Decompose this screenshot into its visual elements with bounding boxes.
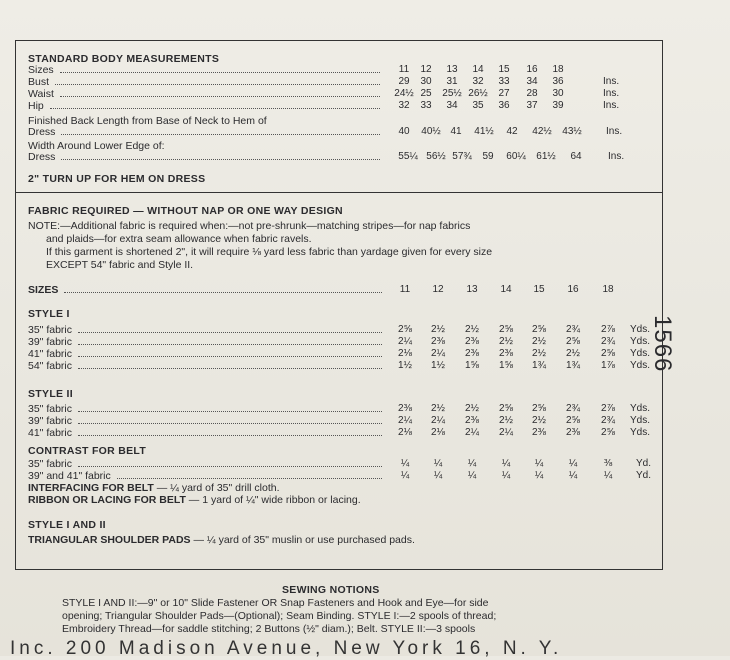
cell-value: 2½ bbox=[499, 415, 513, 426]
cell-value: 2¼ bbox=[398, 415, 412, 426]
cell-value: 34 bbox=[446, 100, 458, 111]
cell-value: 25½ bbox=[442, 88, 462, 99]
ribbon-note bbox=[28, 494, 361, 506]
cell-value: 2¼ bbox=[431, 415, 445, 426]
cell-value: 1⅝ bbox=[465, 360, 479, 371]
table-row bbox=[28, 403, 668, 415]
cell-value: ¼ bbox=[433, 458, 443, 469]
cell-value: 12 bbox=[420, 64, 432, 75]
cell-value: 2½ bbox=[465, 324, 479, 335]
pads-note bbox=[28, 534, 415, 546]
unit-label: Yds. bbox=[630, 348, 651, 359]
cell-value: 41½ bbox=[474, 126, 494, 137]
fabric-title: FABRIC REQUIRED — WITHOUT NAP OR ONE WAY DESIGN bbox=[28, 205, 343, 217]
row-label: Sizes bbox=[28, 64, 54, 76]
unit-label: Ins. bbox=[608, 151, 625, 162]
dot-leader bbox=[78, 423, 382, 424]
cell-value: 31 bbox=[446, 76, 458, 87]
cell-value: ¼ bbox=[433, 470, 443, 481]
row-label: Bust bbox=[28, 76, 50, 88]
cell-value: 18 bbox=[602, 284, 614, 295]
dot-leader bbox=[55, 84, 380, 85]
cell-value: 37 bbox=[526, 100, 538, 111]
cell-value: 2⅜ bbox=[465, 336, 479, 347]
ribbon-label: RIBBON OR LACING FOR BELT bbox=[28, 494, 186, 506]
cell-value: 2¼ bbox=[465, 427, 479, 438]
cell-value: 2⅞ bbox=[601, 403, 615, 414]
cell-value: 2¾ bbox=[566, 403, 580, 414]
row-label: 39" fabric bbox=[28, 336, 72, 348]
cell-value: 26½ bbox=[468, 88, 488, 99]
cell-value: 57¾ bbox=[452, 151, 472, 162]
dot-leader bbox=[50, 108, 380, 109]
cell-value: ¼ bbox=[603, 470, 613, 481]
contrast-title: CONTRAST FOR BELT bbox=[28, 445, 147, 457]
cell-value: ¼ bbox=[400, 458, 410, 469]
cell-value: ¼ bbox=[467, 470, 477, 481]
ribbon-text: — 1 yard of ¼" wide ribbon or lacing. bbox=[185, 494, 361, 506]
sewing-line: Embroidery Thread—for saddle stitching; 2 Buttons (½" diam.); Belt. STYLE II:—3 spools bbox=[62, 623, 476, 635]
row-label: 35" fabric bbox=[28, 403, 72, 415]
unit-label: Yds. bbox=[630, 415, 651, 426]
style1-title: STYLE I bbox=[28, 308, 70, 320]
cell-value: 2⅜ bbox=[532, 427, 546, 438]
pads-label: TRIANGULAR SHOULDER PADS bbox=[28, 534, 191, 546]
dot-leader bbox=[61, 159, 380, 160]
cell-value: 2¼ bbox=[398, 336, 412, 347]
row-label: SIZES bbox=[28, 284, 59, 296]
row-label: 39" and 41" fabric bbox=[28, 470, 111, 482]
unit-label: Yd. bbox=[636, 458, 652, 469]
row-label: 41" fabric bbox=[28, 348, 72, 360]
cell-value: 2¾ bbox=[601, 336, 615, 347]
cell-value: 56½ bbox=[426, 151, 446, 162]
cell-value: 42 bbox=[506, 126, 518, 137]
cell-value: 2⅝ bbox=[499, 403, 513, 414]
cell-value: 43½ bbox=[562, 126, 582, 137]
dot-leader bbox=[78, 466, 382, 467]
cell-value: 16 bbox=[567, 284, 579, 295]
cell-value: 2⅜ bbox=[566, 427, 580, 438]
cell-value: 11 bbox=[399, 284, 411, 295]
cell-value: ¼ bbox=[467, 458, 477, 469]
cell-value: ¼ bbox=[501, 470, 511, 481]
cell-value: 2½ bbox=[431, 403, 445, 414]
cell-value: 2½ bbox=[499, 336, 513, 347]
interfacing-label: INTERFACING FOR BELT bbox=[28, 482, 154, 494]
table-row bbox=[28, 415, 668, 427]
table-row bbox=[28, 284, 668, 296]
unit-label: Yds. bbox=[630, 403, 651, 414]
row-label: 41" fabric bbox=[28, 427, 72, 439]
unit-label: Yd. bbox=[636, 470, 652, 481]
cell-value: 16 bbox=[526, 64, 538, 75]
dot-leader bbox=[117, 478, 382, 479]
style2-title: STYLE II bbox=[28, 388, 73, 400]
cell-value: 2⅝ bbox=[499, 324, 513, 335]
cell-value: ¼ bbox=[400, 470, 410, 481]
cell-value: 12 bbox=[432, 284, 444, 295]
fabric-note-line: NOTE:—Additional fabric is required when:—not pre-shrunk—matching stripes—for nap fabrics bbox=[28, 220, 471, 232]
cell-value: 2⅜ bbox=[398, 403, 412, 414]
cell-value: 13 bbox=[446, 64, 458, 75]
row-label: 35" fabric bbox=[28, 458, 72, 470]
dot-leader bbox=[61, 134, 380, 135]
table-row bbox=[28, 76, 668, 88]
cell-value: 59 bbox=[482, 151, 494, 162]
cell-value: 2⅜ bbox=[499, 348, 513, 359]
cell-value: 60¼ bbox=[506, 151, 526, 162]
fabric-note-line: If this garment is shortened 2", it will require ⅛ yard less fabric than yardage given for every size bbox=[46, 246, 493, 258]
cell-value: 2⅝ bbox=[601, 427, 615, 438]
interfacing-text: — ¼ yard of 35" drill cloth. bbox=[153, 482, 280, 494]
cell-value: 18 bbox=[552, 64, 564, 75]
cell-value: 64 bbox=[570, 151, 582, 162]
cell-value: 15 bbox=[533, 284, 545, 295]
cell-value: 42½ bbox=[532, 126, 552, 137]
style12-title: STYLE I AND II bbox=[28, 519, 106, 531]
cell-value: 2⅝ bbox=[398, 324, 412, 335]
cell-value: 27 bbox=[498, 88, 510, 99]
cell-value: 2⅜ bbox=[465, 415, 479, 426]
back-length-label: Finished Back Length from Base of Neck to Hem of bbox=[28, 115, 267, 127]
section-divider bbox=[15, 192, 663, 193]
cell-value: 2¾ bbox=[566, 324, 580, 335]
cell-value: 15 bbox=[498, 64, 510, 75]
cell-value: 2⅝ bbox=[566, 336, 580, 347]
unit-label: Yds. bbox=[630, 427, 651, 438]
pattern-number: 1566 bbox=[649, 315, 676, 373]
dot-leader bbox=[60, 72, 380, 73]
cell-value: 14 bbox=[472, 64, 484, 75]
width-label: Width Around Lower Edge of: bbox=[28, 140, 165, 152]
cell-value: 33 bbox=[420, 100, 432, 111]
table-row bbox=[28, 360, 668, 372]
cell-value: 1½ bbox=[398, 360, 412, 371]
cell-value: 25 bbox=[420, 88, 432, 99]
cell-value: 2⅝ bbox=[532, 403, 546, 414]
table-row bbox=[28, 64, 668, 76]
measurements-title: STANDARD BODY MEASUREMENTS bbox=[28, 53, 220, 65]
cell-value: 33 bbox=[498, 76, 510, 87]
sewing-line: STYLE I AND II:—9" or 10" Slide Fastener OR Snap Fasteners and Hook and Eye—for side bbox=[62, 597, 489, 609]
cell-value: 2⅝ bbox=[566, 415, 580, 426]
cell-value: 41 bbox=[450, 126, 462, 137]
cell-value: 30 bbox=[552, 88, 564, 99]
cell-value: 34 bbox=[526, 76, 538, 87]
cell-value: 32 bbox=[398, 100, 410, 111]
cell-value: 11 bbox=[398, 64, 410, 75]
cell-value: ¼ bbox=[501, 458, 511, 469]
cell-value: 13 bbox=[466, 284, 478, 295]
table-row bbox=[28, 348, 668, 360]
dot-leader bbox=[78, 435, 382, 436]
unit-label: Yds. bbox=[630, 324, 651, 335]
table-row bbox=[28, 470, 668, 482]
cell-value: 40 bbox=[398, 126, 410, 137]
cell-value: ¼ bbox=[568, 470, 578, 481]
cell-value: 1¾ bbox=[532, 360, 546, 371]
cell-value: 2¼ bbox=[499, 427, 513, 438]
cell-value: 28 bbox=[526, 88, 538, 99]
unit-label: Ins. bbox=[603, 76, 620, 87]
unit-label: Yds. bbox=[630, 336, 651, 347]
cell-value: 2⅝ bbox=[532, 324, 546, 335]
cell-value: 61½ bbox=[536, 151, 556, 162]
dot-leader bbox=[60, 96, 380, 97]
table-row bbox=[28, 336, 668, 348]
unit-label: Ins. bbox=[603, 100, 620, 111]
row-label: 54" fabric bbox=[28, 360, 72, 372]
cell-value: 2½ bbox=[532, 336, 546, 347]
cell-value: 36 bbox=[552, 76, 564, 87]
cell-value: 29 bbox=[398, 76, 410, 87]
cell-value: 1¾ bbox=[566, 360, 580, 371]
cell-value: 2½ bbox=[532, 415, 546, 426]
dot-leader bbox=[78, 368, 382, 369]
cell-value: 2⅛ bbox=[398, 348, 412, 359]
row-label: Dress bbox=[28, 151, 56, 163]
cell-value: 2⅛ bbox=[398, 427, 412, 438]
dot-leader bbox=[78, 356, 382, 357]
cell-value: ¼ bbox=[568, 458, 578, 469]
cell-value: 36 bbox=[498, 100, 510, 111]
row-label: Hip bbox=[28, 100, 44, 112]
row-label: 39" fabric bbox=[28, 415, 72, 427]
table-row bbox=[28, 427, 668, 439]
sewing-line: opening; Triangular Shoulder Pads—(Optional); Seam Binding. STYLE I:—2 spools of thread; bbox=[62, 610, 497, 622]
cell-value: 55¼ bbox=[398, 151, 418, 162]
pads-text: — ¼ yard of 35" muslin or use purchased pads. bbox=[190, 534, 415, 546]
table-row bbox=[28, 88, 668, 100]
cell-value: 2½ bbox=[532, 348, 546, 359]
cell-value: 30 bbox=[420, 76, 432, 87]
table-row bbox=[28, 324, 668, 336]
interfacing-note bbox=[28, 482, 280, 494]
dot-leader bbox=[64, 292, 382, 293]
cell-value: 2⅛ bbox=[431, 427, 445, 438]
dot-leader bbox=[78, 332, 382, 333]
cell-value: 2⅝ bbox=[601, 348, 615, 359]
cell-value: 1⅝ bbox=[499, 360, 513, 371]
dot-leader bbox=[78, 411, 382, 412]
sewing-title: SEWING NOTIONS bbox=[282, 584, 380, 596]
unit-label: Ins. bbox=[606, 126, 623, 137]
cell-value: 2⅞ bbox=[601, 324, 615, 335]
table-row bbox=[28, 100, 668, 112]
cell-value: ¼ bbox=[534, 470, 544, 481]
cell-value: 35 bbox=[472, 100, 484, 111]
dot-leader bbox=[78, 344, 382, 345]
cell-value: 40½ bbox=[421, 126, 441, 137]
cell-value: 24½ bbox=[394, 88, 414, 99]
cell-value: 2⅜ bbox=[431, 336, 445, 347]
cell-value: 1⅞ bbox=[601, 360, 615, 371]
cell-value: ⅜ bbox=[603, 458, 613, 469]
cell-value: 14 bbox=[500, 284, 512, 295]
unit-label: Ins. bbox=[603, 88, 620, 99]
hem-note: 2" TURN UP FOR HEM ON DRESS bbox=[28, 173, 206, 185]
table-row bbox=[28, 126, 668, 138]
row-label: 35" fabric bbox=[28, 324, 72, 336]
row-label: Waist bbox=[28, 88, 54, 100]
cell-value: 2⅜ bbox=[465, 348, 479, 359]
fabric-note-line: and plaids—for extra seam allowance when fabric ravels. bbox=[46, 233, 312, 245]
table-row bbox=[28, 458, 668, 470]
cell-value: 2½ bbox=[465, 403, 479, 414]
cell-value: 2¼ bbox=[431, 348, 445, 359]
row-label: Dress bbox=[28, 126, 56, 138]
cell-value: 39 bbox=[552, 100, 564, 111]
unit-label: Yds. bbox=[630, 360, 651, 371]
cell-value: ¼ bbox=[534, 458, 544, 469]
cell-value: 32 bbox=[472, 76, 484, 87]
cell-value: 2½ bbox=[566, 348, 580, 359]
fabric-note-line: EXCEPT 54" fabric and Style II. bbox=[46, 259, 194, 271]
cell-value: 2½ bbox=[431, 324, 445, 335]
cell-value: 2¾ bbox=[601, 415, 615, 426]
cell-value: 1½ bbox=[431, 360, 445, 371]
publisher-address: Inc. 200 Madison Avenue, New York 16, N. Y. bbox=[10, 638, 563, 659]
table-row bbox=[28, 151, 668, 163]
